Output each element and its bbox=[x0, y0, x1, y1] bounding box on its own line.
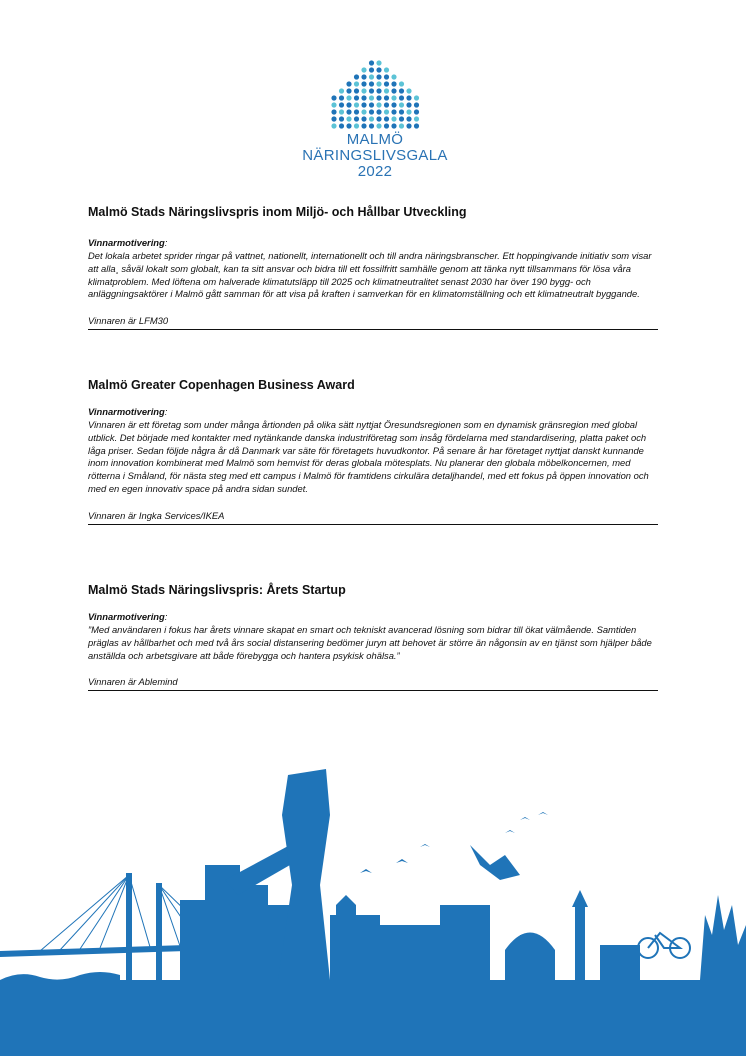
logo-dot bbox=[414, 116, 419, 121]
malmo-skyline-illustration bbox=[0, 755, 746, 1056]
logo-line-2: NÄRINGSLIVSGALA bbox=[302, 147, 448, 164]
turning-torso-tower-icon bbox=[278, 769, 330, 980]
award-section-1 bbox=[88, 204, 658, 330]
logo-dot bbox=[399, 123, 404, 128]
logo-line-1: MALMÖ bbox=[346, 131, 404, 148]
bird-flock-icon bbox=[360, 812, 548, 880]
logo-dot bbox=[346, 88, 351, 93]
industrial-buildings bbox=[180, 845, 298, 982]
logo-dot bbox=[354, 109, 359, 114]
logo-dot bbox=[331, 102, 336, 107]
dots-emblem-icon bbox=[328, 40, 423, 130]
logo-dot bbox=[376, 88, 381, 93]
logo-dot bbox=[399, 102, 404, 107]
motivation-text: ”Med användaren i fokus har årets vinnare skapat en smart och tekniskt avancerad lösning som bidrar till ökat välmående. Samtiden präglas av hållbarhet och med två års social distansering bedömer juryn att behovet är större än någonsin av en tjänst som hjälper både anställda och arbetsgivare att både förebygga och hantera psykisk ohälsa.” bbox=[88, 624, 652, 661]
motivation-label bbox=[88, 611, 658, 623]
logo-dot bbox=[376, 67, 381, 72]
motivation-label-text: Vinnarmotivering bbox=[88, 406, 165, 417]
logo-dot bbox=[376, 102, 381, 107]
logo-dot bbox=[339, 116, 344, 121]
logo-dot bbox=[414, 102, 419, 107]
logo-dot bbox=[376, 81, 381, 86]
logo-dot bbox=[361, 123, 366, 128]
logo-dot bbox=[376, 109, 381, 114]
logo-dot bbox=[369, 60, 374, 65]
logo-dot bbox=[361, 74, 366, 79]
logo-dot bbox=[346, 109, 351, 114]
logo-dot bbox=[406, 116, 411, 121]
logo-dot bbox=[376, 95, 381, 100]
logo-dot bbox=[369, 88, 374, 93]
logo-dot bbox=[331, 123, 336, 128]
logo-dot bbox=[406, 102, 411, 107]
logo-dot bbox=[414, 95, 419, 100]
motivation-label bbox=[88, 237, 658, 249]
spire bbox=[520, 935, 526, 955]
minaret-icon bbox=[575, 905, 585, 982]
logo-dot bbox=[361, 81, 366, 86]
logo-dot bbox=[406, 88, 411, 93]
logo-dot bbox=[331, 95, 336, 100]
wave-edge bbox=[0, 972, 120, 985]
logo-line-3: 2022 bbox=[357, 163, 393, 180]
logo-dot bbox=[414, 109, 419, 114]
logo-dot bbox=[339, 95, 344, 100]
logo-dot bbox=[384, 67, 389, 72]
logo-dot bbox=[369, 95, 374, 100]
logo-dot bbox=[376, 74, 381, 79]
logo-dot bbox=[414, 123, 419, 128]
logo-dot bbox=[391, 123, 396, 128]
divider bbox=[88, 329, 658, 330]
motivation-label-text: Vinnarmotivering bbox=[88, 611, 165, 622]
logo-dot bbox=[346, 102, 351, 107]
logo-dot bbox=[331, 116, 336, 121]
award-title: Malmö Stads Näringslivspris: Årets Startup bbox=[88, 583, 346, 597]
logo-dot bbox=[399, 81, 404, 86]
minaret-top bbox=[572, 890, 588, 907]
logo-dot bbox=[361, 67, 366, 72]
logo-dot bbox=[376, 60, 381, 65]
logo-dot bbox=[361, 102, 366, 107]
logo-dot bbox=[346, 81, 351, 86]
tree-icon bbox=[700, 895, 746, 980]
logo-dot bbox=[399, 88, 404, 93]
bicycle-icon bbox=[638, 933, 690, 958]
logo-dot bbox=[361, 116, 366, 121]
logo-dot bbox=[354, 102, 359, 107]
motivation-label-text: Vinnarmotivering bbox=[88, 237, 165, 248]
logo-dot bbox=[354, 74, 359, 79]
logo-dot bbox=[361, 95, 366, 100]
gala-logo bbox=[290, 40, 460, 190]
logo-dot bbox=[354, 81, 359, 86]
logo-dot bbox=[369, 116, 374, 121]
motivation-text: Det lokala arbetet sprider ringar på vattnet, nationellt, internationellt och till andra näringsbranscher. Ett hoppingivande initiativ som visar att alla¸ såväl lokalt som globalt, kan ta sitt ansvar och bidra till ett fossilfritt samhälle genom att tänka nytt tillsammans för lösa våra klimatproblem. Med löftena om halverade klimatutsläpp till 2025 och klimatneutralitet senast 2030 har över 190 bygg- och anläggningsaktörer i Malmö gått samman för att visa på kraften i samverkan för en klimatomställning och ett klimatneutralt byggande. bbox=[88, 250, 652, 300]
logo-dot bbox=[406, 123, 411, 128]
award-title: Malmö Greater Copenhagen Business Award bbox=[88, 378, 355, 392]
divider bbox=[88, 690, 658, 691]
logo-dot bbox=[391, 116, 396, 121]
motivation-colon: : bbox=[164, 237, 168, 248]
building bbox=[336, 895, 356, 981]
logo-dot bbox=[384, 88, 389, 93]
award-title: Malmö Stads Näringslivspris inom Miljö- och Hållbar Utveckling bbox=[88, 205, 467, 219]
divider bbox=[88, 524, 658, 525]
logo-dot bbox=[384, 123, 389, 128]
logo-dot bbox=[399, 95, 404, 100]
logo-dot bbox=[406, 95, 411, 100]
logo-dot bbox=[354, 123, 359, 128]
motivation-text: Vinnaren är ett företag som under många årtionden på olika sätt nyttjat Öresundsregionen som en dynamisk gränsregion med global utblick. Det började med kontakter med nytänkande danska industriföretag som insåg fördelarna med standardisering, platta paket och låga priser. Sedan följde några år då Danmark var säte för företagets huvudkontor. På senare år har företaget nyttjat danskt kunnande inom innovation kombinerat med Malmö som hemvist för deras globala mötesplats. Nu planerar den globala möbelkoncernen, med rötterna i Småland, för nästa steg med ett campus i Malmö för framtidens cirkulära detaljhandel, med ett fokus på öppen innovation och med en egen innovativ space på andra sidan sundet. bbox=[88, 419, 649, 494]
logo-dot bbox=[331, 109, 336, 114]
logo-dot bbox=[339, 102, 344, 107]
logo-dot bbox=[339, 123, 344, 128]
logo-dot bbox=[361, 88, 366, 93]
logo-dot bbox=[384, 109, 389, 114]
logo-dot bbox=[354, 88, 359, 93]
logo-dot bbox=[384, 95, 389, 100]
logo-dot bbox=[384, 102, 389, 107]
building bbox=[600, 945, 640, 982]
logo-dot bbox=[376, 116, 381, 121]
dome-building-icon bbox=[505, 933, 555, 981]
logo-dot bbox=[346, 116, 351, 121]
logo-dot bbox=[399, 109, 404, 114]
logo-dot bbox=[391, 88, 396, 93]
logo-dot bbox=[391, 102, 396, 107]
logo-dot bbox=[384, 74, 389, 79]
logo-dot bbox=[391, 109, 396, 114]
award-section-3 bbox=[88, 582, 658, 691]
logo-dot bbox=[399, 116, 404, 121]
logo-dot bbox=[369, 109, 374, 114]
logo-dot bbox=[339, 109, 344, 114]
logo-dot bbox=[384, 81, 389, 86]
winner-line: Vinnaren är LFM30 bbox=[88, 315, 169, 327]
logo-dot bbox=[354, 95, 359, 100]
motivation-label bbox=[88, 406, 658, 418]
ground-band bbox=[0, 980, 746, 1056]
award-section-2 bbox=[88, 377, 658, 525]
logo-dot bbox=[346, 123, 351, 128]
logo-dot bbox=[361, 109, 366, 114]
logo-dot bbox=[354, 116, 359, 121]
logo-dot bbox=[346, 95, 351, 100]
motivation-colon: : bbox=[164, 406, 168, 417]
logo-dot bbox=[369, 74, 374, 79]
building bbox=[440, 905, 490, 982]
logo-dot bbox=[339, 88, 344, 93]
logo-dot bbox=[391, 74, 396, 79]
building bbox=[380, 925, 440, 982]
logo-dot bbox=[369, 123, 374, 128]
winner-line: Vinnaren är Ingka Services/IKEA bbox=[88, 509, 225, 521]
motivation-colon: : bbox=[164, 611, 168, 622]
winner-line: Vinnaren är Ablemind bbox=[88, 676, 178, 688]
logo-dot bbox=[369, 102, 374, 107]
logo-dot bbox=[369, 67, 374, 72]
logo-dot bbox=[406, 109, 411, 114]
logo-dot bbox=[391, 81, 396, 86]
logo-dot bbox=[384, 116, 389, 121]
logo-dot bbox=[376, 123, 381, 128]
logo-dot bbox=[369, 81, 374, 86]
logo-dot bbox=[391, 95, 396, 100]
